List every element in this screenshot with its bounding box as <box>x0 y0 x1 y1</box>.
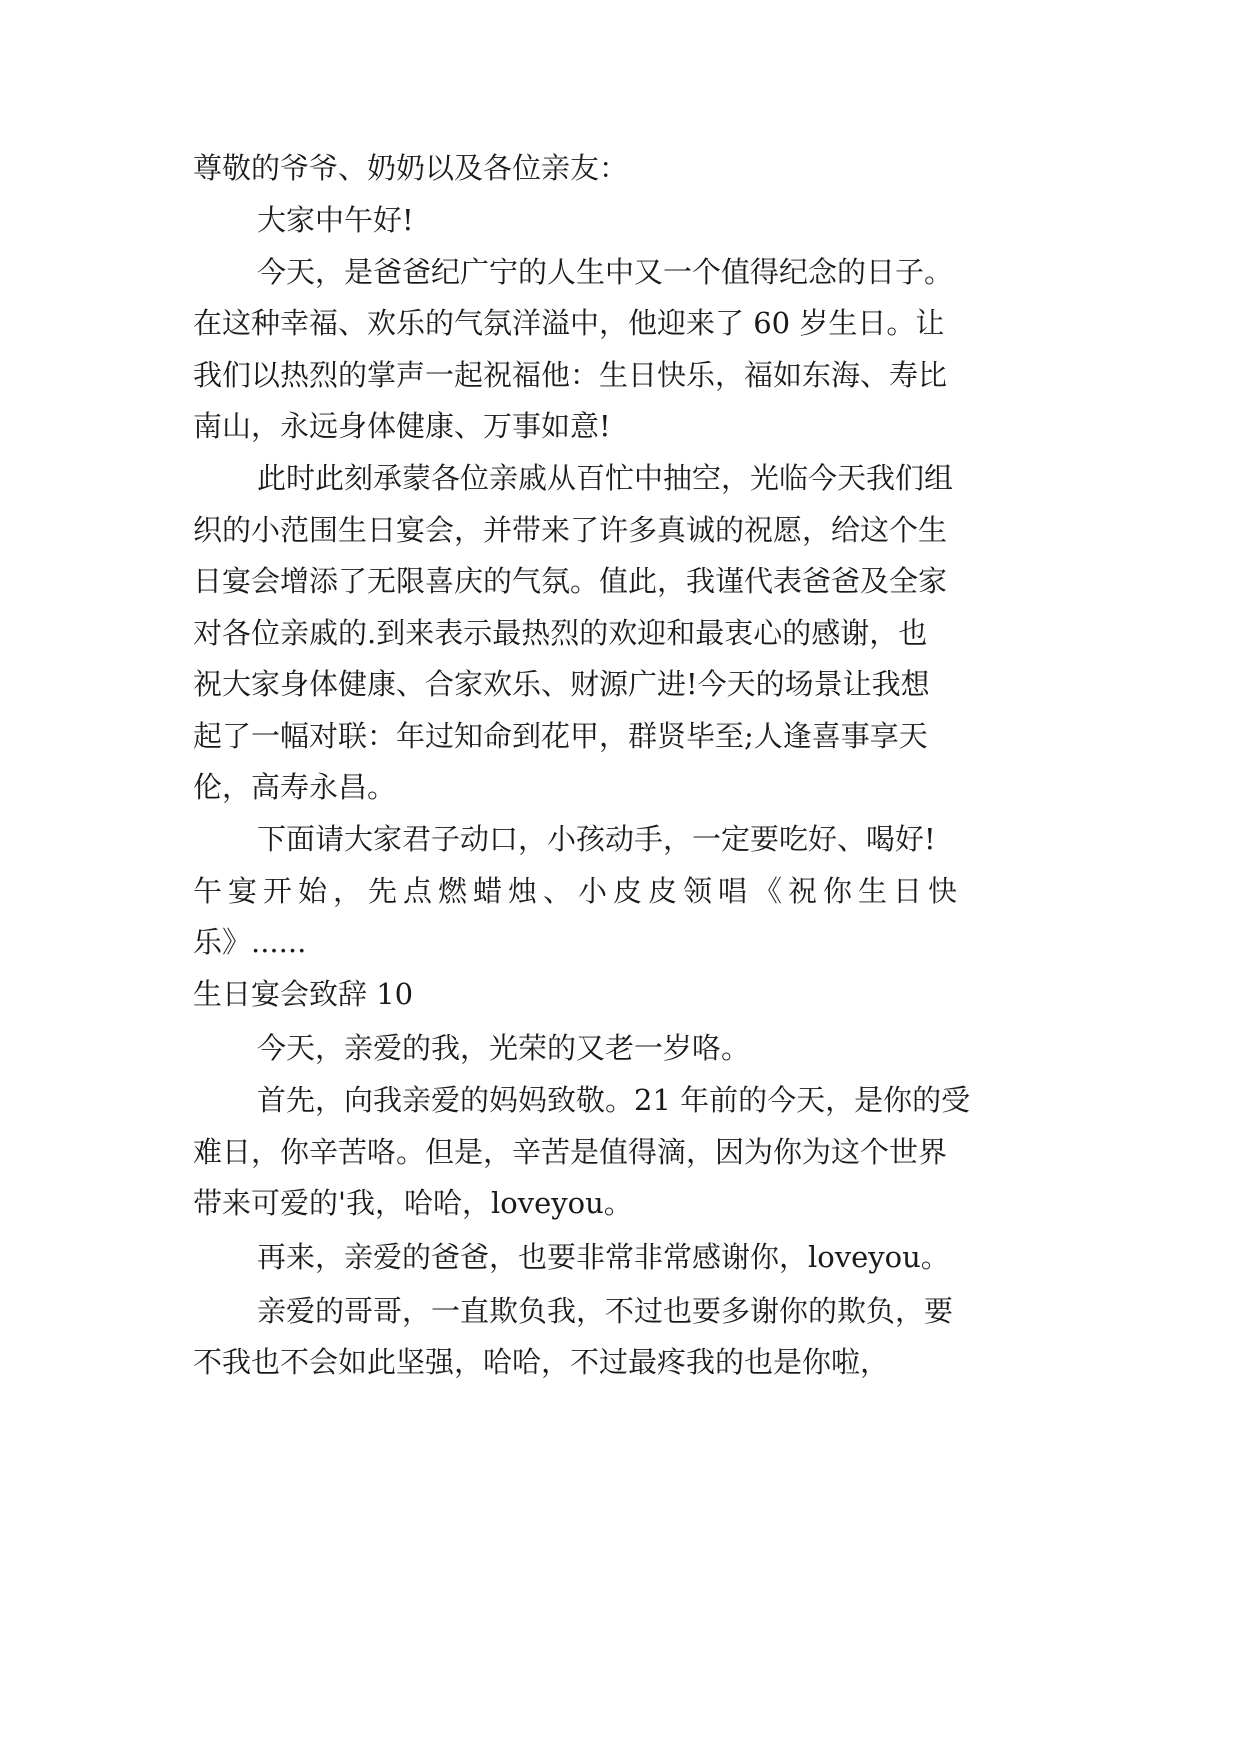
paragraph-line: 午宴开始，先点燃蜡烛、小皮皮领唱《祝你生日快 <box>193 874 964 908</box>
paragraph-line: 亲爱的哥哥，一直欺负我，不过也要多谢你的欺负，要 <box>257 1294 954 1328</box>
paragraph-line: 此时此刻承蒙各位亲戚从百忙中抽空，光临今天我们组 <box>257 461 954 495</box>
paragraph-line: 带来可爱的'我，哈哈，loveyou。 <box>193 1186 633 1220</box>
paragraph-line: 不我也不会如此坚强，哈哈，不过最疼我的也是你啦， <box>193 1345 890 1379</box>
paragraph-line: 对各位亲戚的.到来表示最热烈的欢迎和最衷心的感谢，也 <box>193 616 928 650</box>
paragraph-line: 南山，永远身体健康、万事如意! <box>193 409 611 443</box>
paragraph-line: 在这种幸福、欢乐的气氛洋溢中，他迎来了 60 岁生日。让 <box>193 306 945 340</box>
paragraph-line: 今天，亲爱的我，光荣的又老一岁咯。 <box>257 1031 751 1065</box>
paragraph-line: 首先，向我亲爱的妈妈致敬。21 年前的今天，是你的受 <box>257 1083 971 1117</box>
paragraph-line: 日宴会增添了无限喜庆的气氛。值此，我谨代表爸爸及全家 <box>193 564 948 598</box>
paragraph-line: 下面请大家君子动口，小孩动手，一定要吃好、喝好! <box>257 822 936 856</box>
paragraph-line: 祝大家身体健康、合家欢乐、财源广进!今天的场景让我想 <box>193 667 930 701</box>
paragraph-line: 今天，是爸爸纪广宁的人生中又一个值得纪念的日子。 <box>257 255 954 289</box>
paragraph-line: 我们以热烈的掌声一起祝福他：生日快乐，福如东海、寿比 <box>193 358 948 392</box>
paragraph-line: 伦，高寿永昌。 <box>193 770 397 804</box>
greeting-line: 大家中午好! <box>257 203 414 237</box>
paragraph-line: 乐》...... <box>193 925 307 959</box>
paragraph-line: 起了一幅对联：年过知命到花甲，群贤毕至;人逢喜事享天 <box>193 719 928 753</box>
salutation-line: 尊敬的爷爷、奶奶以及各位亲友： <box>193 151 629 185</box>
paragraph-line: 难日，你辛苦咯。但是，辛苦是值得滴，因为你为这个世界 <box>193 1135 948 1169</box>
section-heading: 生日宴会致辞 10 <box>193 977 414 1011</box>
paragraph-line: 再来，亲爱的爸爸，也要非常非常感谢你，loveyou。 <box>257 1240 950 1274</box>
paragraph-line: 织的小范围生日宴会，并带来了许多真诚的祝愿，给这个生 <box>193 513 948 547</box>
